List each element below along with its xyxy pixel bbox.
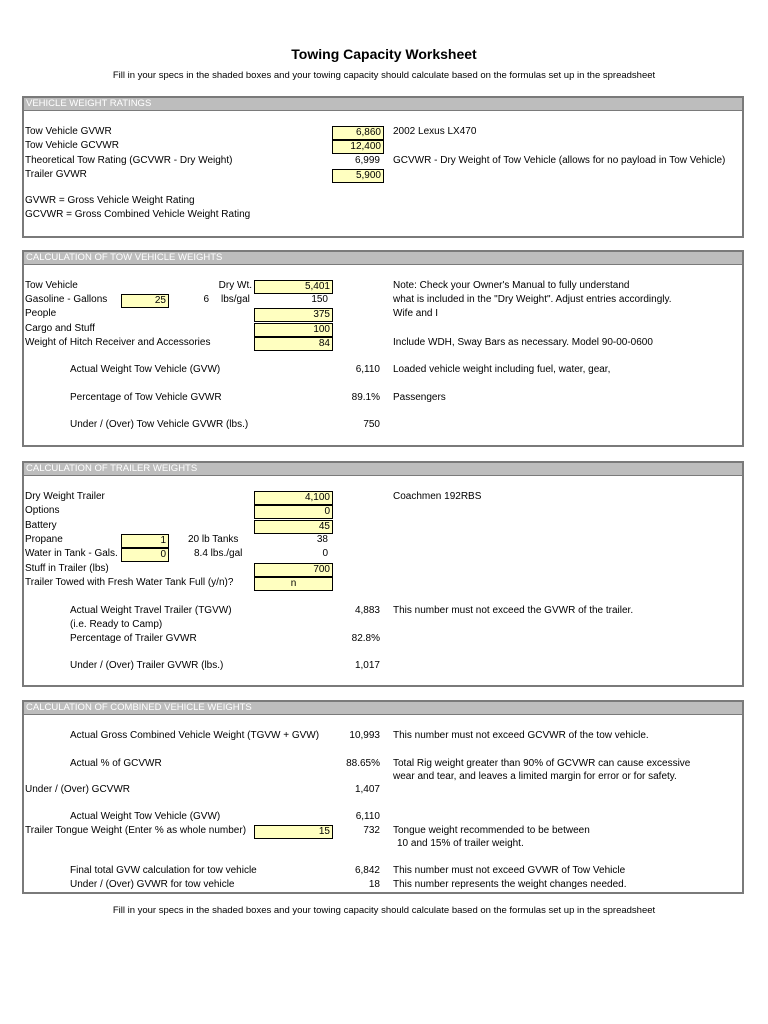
final-under-over-label: Under / (Over) GVWR for tow vehicle	[70, 879, 235, 890]
water-label: Water in Tank - Gals.	[25, 548, 118, 559]
trailer-gvwr-percentage-label: Percentage of Trailer GVWR	[70, 633, 197, 644]
theoretical-tow-note: GCVWR - Dry Weight of Tow Vehicle (allows for no payload in Tow Vehicle)	[393, 155, 726, 166]
page-title: Towing Capacity Worksheet	[291, 46, 477, 62]
propane-unit: 20 lb Tanks	[188, 534, 239, 545]
tongue-note-1: Tongue weight recommended to be between	[393, 825, 590, 836]
owner-manual-note: Note: Check your Owner's Manual to fully understand	[393, 280, 630, 291]
final-gvw-label: Final total GVW calculation for tow vehicle	[70, 865, 257, 876]
gcvwr-input[interactable]: 12,400	[332, 140, 384, 154]
battery-input[interactable]: 45	[254, 520, 333, 534]
gross-combined-value: 10,993	[349, 730, 380, 741]
dry-weight-label: Dry Wt.	[218, 280, 252, 291]
water-full-input[interactable]: n	[254, 577, 333, 591]
trailer-dry-weight-input[interactable]: 4,100	[254, 491, 333, 505]
gvwr-label: Tow Vehicle GVWR	[25, 126, 112, 137]
section-header: CALCULATION OF TOW VEHICLE WEIGHTS	[24, 252, 742, 265]
final-gvw-note: This number must not exceed GVWR of Tow Vehicle	[393, 865, 626, 876]
trailer-under-over-label: Under / (Over) Trailer GVWR (lbs.)	[70, 660, 224, 671]
passengers-note: Passengers	[393, 392, 446, 403]
trailer-gvwr-percentage-value: 82.8%	[351, 633, 380, 644]
people-input[interactable]: 375	[254, 308, 333, 322]
gasoline-weight: 150	[311, 294, 328, 305]
combined-actual-gvw-value: 6,110	[355, 811, 380, 822]
gross-combined-label: Actual Gross Combined Vehicle Weight (TGVW + GVW)	[70, 730, 320, 741]
final-under-over-value: 18	[368, 879, 380, 890]
gvwr-definition: GVWR = Gross Vehicle Weight Rating	[25, 195, 195, 206]
water-gallons-input[interactable]: 0	[121, 548, 169, 562]
propane-weight: 38	[316, 534, 328, 545]
tow-vehicle-label: Tow Vehicle	[25, 280, 78, 291]
water-weight: 0	[322, 548, 328, 559]
final-under-over-note: This number represents the weight changes needed.	[393, 879, 627, 890]
theoretical-tow-label: Theoretical Tow Rating (GCVWR - Dry Weight)	[25, 155, 233, 166]
gasoline-gallons-input[interactable]: 25	[121, 294, 169, 308]
options-label: Options	[25, 505, 60, 516]
propane-label: Propane	[25, 534, 63, 545]
combined-actual-gvw-label: Actual Weight Tow Vehicle (GVW)	[70, 811, 221, 822]
under-over-gvwr-value: 750	[363, 419, 380, 430]
battery-label: Battery	[25, 520, 57, 531]
actual-tgvw-sublabel: (i.e. Ready to Camp)	[70, 619, 163, 630]
section-header: VEHICLE WEIGHT RATINGS	[24, 98, 742, 111]
trailer-dry-weight-label: Dry Weight Trailer	[25, 491, 105, 502]
actual-gvw-label: Actual Weight Tow Vehicle (GVW)	[70, 364, 221, 375]
gvwr-input[interactable]: 6,860	[332, 126, 384, 140]
under-over-gcvwr-label: Under / (Over) GCVWR	[25, 784, 131, 795]
trailer-model: Coachmen 192RBS	[393, 491, 482, 502]
gross-combined-note: This number must not exceed GCVWR of the tow vehicle.	[393, 730, 649, 741]
section-trailer-weights	[22, 461, 744, 687]
vehicle-name: 2002 Lexus LX470	[393, 126, 477, 137]
cargo-input[interactable]: 100	[254, 323, 333, 337]
people-note: Wife and I	[393, 308, 439, 319]
instruction-bottom: Fill in your specs in the shaded boxes and your towing capacity should calculate based on the formulas set up in the spreadsheet	[112, 905, 656, 916]
gcvwr-percentage-label: Actual % of GCVWR	[70, 758, 162, 769]
gasoline-label: Gasoline - Gallons	[25, 294, 108, 305]
under-over-gvwr-label: Under / (Over) Tow Vehicle GVWR (lbs.)	[70, 419, 249, 430]
water-unit: 8.4 lbs./gal	[194, 548, 243, 559]
section-tow-vehicle-weights	[22, 250, 744, 447]
gcvwr-percentage-value: 88.65%	[346, 758, 380, 769]
actual-gvw-note: Loaded vehicle weight including fuel, water, gear,	[393, 364, 611, 375]
tongue-weight-label: Trailer Tongue Weight (Enter % as whole number)	[25, 825, 247, 836]
stuff-input[interactable]: 700	[254, 563, 333, 577]
options-input[interactable]: 0	[254, 505, 333, 519]
gas-factor: 6	[203, 294, 209, 305]
section-combined-weights	[22, 700, 744, 894]
stuff-label: Stuff in Trailer (lbs)	[25, 563, 109, 574]
hitch-note: Include WDH, Sway Bars as necessary. Model 90-00-0600	[393, 337, 653, 348]
dry-weight-input[interactable]: 5,401	[254, 280, 333, 294]
theoretical-tow-value: 6,999	[354, 155, 380, 166]
trailer-gvwr-label: Trailer GVWR	[25, 169, 87, 180]
under-over-gcvwr-value: 1,407	[354, 784, 380, 795]
actual-tgvw-value: 4,883	[354, 605, 380, 616]
dry-weight-note: what is included in the "Dry Weight". Adjust entries accordingly.	[393, 294, 672, 305]
people-label: People	[25, 308, 57, 319]
section-header: CALCULATION OF COMBINED VEHICLE WEIGHTS	[24, 702, 742, 715]
final-gvw-value: 6,842	[354, 865, 380, 876]
actual-gvw-value: 6,110	[355, 364, 380, 375]
actual-tgvw-label: Actual Weight Travel Trailer (TGVW)	[70, 605, 232, 616]
gcvwr-definition: GCVWR = Gross Combined Vehicle Weight Rating	[25, 209, 251, 220]
hitch-label: Weight of Hitch Receiver and Accessories	[25, 337, 211, 348]
section-header: CALCULATION OF TRAILER WEIGHTS	[24, 463, 742, 476]
gcvwr-note-1: Total Rig weight greater than 90% of GCVWR can cause excessive	[393, 758, 691, 769]
tongue-note-2: 10 and 15% of trailer weight.	[397, 838, 524, 849]
gcvwr-note-2: wear and tear, and leaves a limited margin for error or for safety.	[393, 771, 677, 782]
tongue-weight-value: 732	[363, 825, 380, 836]
instruction-top: Fill in your specs in the shaded boxes and your towing capacity should calculate based on the formulas set up in the spreadsheet	[112, 70, 656, 81]
tongue-percent-input[interactable]: 15	[254, 825, 333, 839]
gvwr-percentage-label: Percentage of Tow Vehicle GVWR	[70, 392, 222, 403]
actual-tgvw-note: This number must not exceed the GVWR of the trailer.	[393, 605, 634, 616]
gvwr-percentage-value: 89.1%	[351, 392, 380, 403]
water-full-label: Trailer Towed with Fresh Water Tank Full (y/n)?	[25, 577, 234, 588]
cargo-label: Cargo and Stuff	[25, 323, 95, 334]
gcvwr-label: Tow Vehicle GCVWR	[25, 140, 119, 151]
trailer-gvwr-input[interactable]: 5,900	[332, 169, 384, 183]
propane-qty-input[interactable]: 1	[121, 534, 169, 548]
section-vehicle-weight-ratings	[22, 96, 744, 238]
hitch-input[interactable]: 84	[254, 337, 333, 351]
trailer-under-over-value: 1,017	[354, 660, 380, 671]
gas-unit: lbs/gal	[221, 294, 250, 305]
